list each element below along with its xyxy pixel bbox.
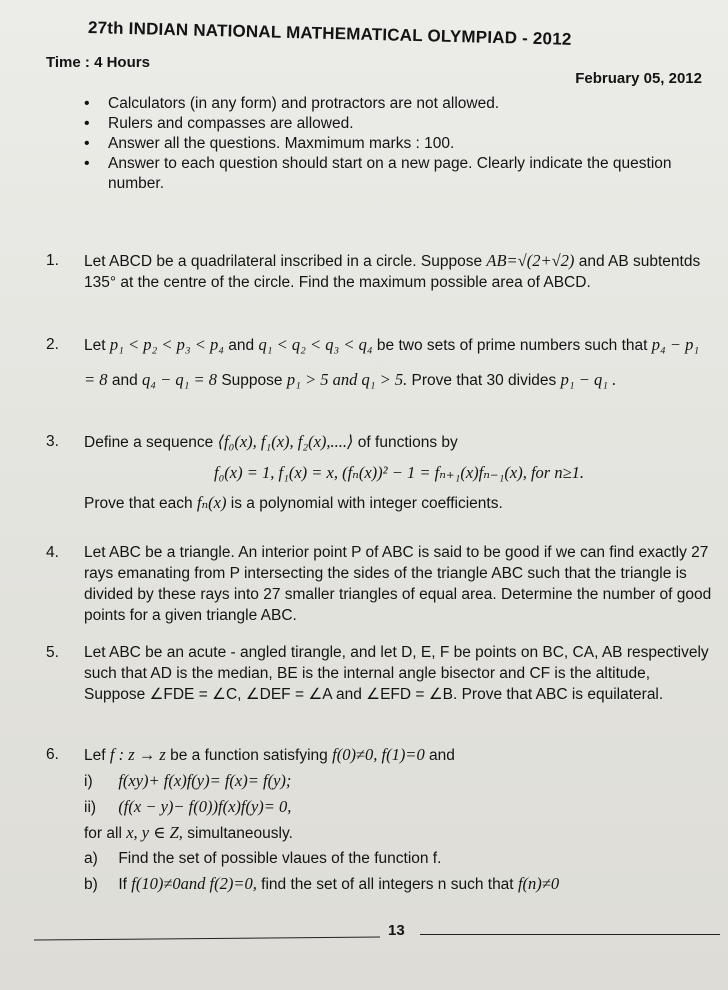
question-text-part: be two sets of prime numbers such that <box>376 337 648 354</box>
instruction-item: • Answer all the questions. Maxmimum marks : 100. <box>82 134 712 154</box>
exam-date: February 05, 2012 <box>575 70 702 87</box>
question-1 <box>46 250 714 293</box>
math-expression: (f(x − y)− f(0))f(x)f(y)= 0, <box>118 797 292 816</box>
question-text-part: Prove that 30 divides <box>411 372 557 389</box>
math-expression: f(0)≠0, f(1)=0 <box>332 745 425 764</box>
question-text-part: for all <box>84 825 122 842</box>
question-3 <box>46 430 714 516</box>
question-text-part: and <box>429 747 455 764</box>
math-expression: p₁ − q₁ . <box>560 370 617 389</box>
question-text-part: Prove that each <box>84 495 193 512</box>
question-4 <box>46 542 714 626</box>
question-number: 4. <box>46 544 59 561</box>
question-text-part: and AB subtentds 135° at the centre of the circle. Find the maximum possible area of ABCD. <box>84 253 701 291</box>
question-number: 2. <box>46 336 59 353</box>
question-number: 6. <box>46 746 59 763</box>
question-number: 5. <box>46 644 59 661</box>
math-expression: f : z → z <box>109 745 166 764</box>
math-expression: q₁ < q₂ < q₃ < q₄ <box>258 335 373 354</box>
instruction-item: • Answer to each question should start on a new page. Clearly indicate the question number. <box>82 154 712 194</box>
footer-rule <box>34 936 380 940</box>
question-text-part: of functions by <box>357 434 458 451</box>
instruction-item: • Rulers and compasses are allowed. <box>82 114 712 134</box>
question-text-part: Find the set of possible vlaues of the function f. <box>118 850 442 867</box>
question-text <box>84 328 714 398</box>
question-text <box>84 250 714 293</box>
footer-rule <box>420 934 720 935</box>
math-expression: f(xy)+ f(x)f(y)= f(x)= f(y); <box>118 771 292 790</box>
math-expression: x, y ∈ Z, <box>126 823 183 842</box>
part-a <box>84 846 714 871</box>
question-text-part: and <box>111 372 138 389</box>
math-expression: fₙ(x) <box>196 493 227 512</box>
page-number: 13 <box>388 922 405 939</box>
question-text-part: and <box>228 337 255 354</box>
question-number: 3. <box>46 433 59 450</box>
question-text <box>84 491 714 516</box>
question-5 <box>46 642 714 705</box>
question-text-part: If <box>118 876 127 893</box>
math-expression: AB=√(2+√2) <box>486 251 575 270</box>
math-expression: p₁ > 5 and q₁ > 5. <box>286 370 408 389</box>
part-label: b) <box>84 876 98 893</box>
time-limit: Time : 4 Hours <box>46 54 150 71</box>
part-label: a) <box>84 850 98 867</box>
math-expression: f(10)≠0and f(2)=0, <box>131 874 257 893</box>
question-text <box>84 820 714 846</box>
condition-ii <box>84 794 714 820</box>
question-number: 1. <box>46 252 59 269</box>
question-text-part: Define a sequence <box>84 434 214 451</box>
question-text-part: simultaneously. <box>187 825 293 842</box>
question-text-part: find the set of all integers n such that <box>261 876 514 893</box>
instructions-list <box>82 94 712 194</box>
question-text-part: be a function satisfying <box>170 747 328 764</box>
math-expression: p₄ − p₁ = 8 <box>84 335 700 389</box>
math-expression: ⟨f₀(x), f₁(x), f₂(x),....⟩ <box>217 432 354 451</box>
exam-title: 27th INDIAN NATIONAL MATHEMATICAL OLYMPIAD - 2012 <box>87 18 572 49</box>
question-text: Let ABC be a triangle. An interior point P of ABC is said to be good if we can find exactly 27 rays emanating from P intersecting the sides of the triangle ABC such that the triangle is divided by these rays into 27 smaller triangles of equal area. Determine the number of good points for a given triangle ABC. <box>84 544 712 624</box>
question-text: Let ABC be an acute - angled tirangle, and let D, E, F be points on BC, CA, AB respectively such that AD is the median, BE is the internal angle bisector and CF is the altitude, Suppose ∠FDE = ∠C, ∠DEF = ∠A and ∠EFD = ∠B. Prove that ABC is equilateral. <box>84 644 709 703</box>
question-text-part: Suppose <box>221 372 283 389</box>
question-text-part: Let <box>84 337 106 354</box>
part-b <box>84 871 714 897</box>
condition-i <box>84 768 714 794</box>
condition-label: i) <box>84 773 93 790</box>
question-text-part: Let ABCD be a quadrilateral inscribed in a circle. Suppose <box>84 253 483 270</box>
question-6 <box>46 742 714 897</box>
question-2 <box>46 328 714 398</box>
question-text <box>84 430 714 455</box>
math-expression: p₁ < p₂ < p₃ < p₄ <box>109 335 224 354</box>
question-text-part: Lef <box>84 747 106 764</box>
display-equation: f₀(x) = 1, f₁(x) = x, (fₙ(x))² − 1 = fₙ₊₁(x)fₙ₋₁(x), for n≥1. <box>213 463 585 482</box>
question-text-part: is a polynomial with integer coefficients. <box>230 495 503 512</box>
condition-label: ii) <box>84 799 97 816</box>
instruction-item: • Calculators (in any form) and protractors are not allowed. <box>82 94 712 114</box>
math-expression: q₄ − q₁ = 8 <box>142 370 218 389</box>
math-expression: f(n)≠0 <box>517 874 560 893</box>
question-text <box>84 742 714 768</box>
